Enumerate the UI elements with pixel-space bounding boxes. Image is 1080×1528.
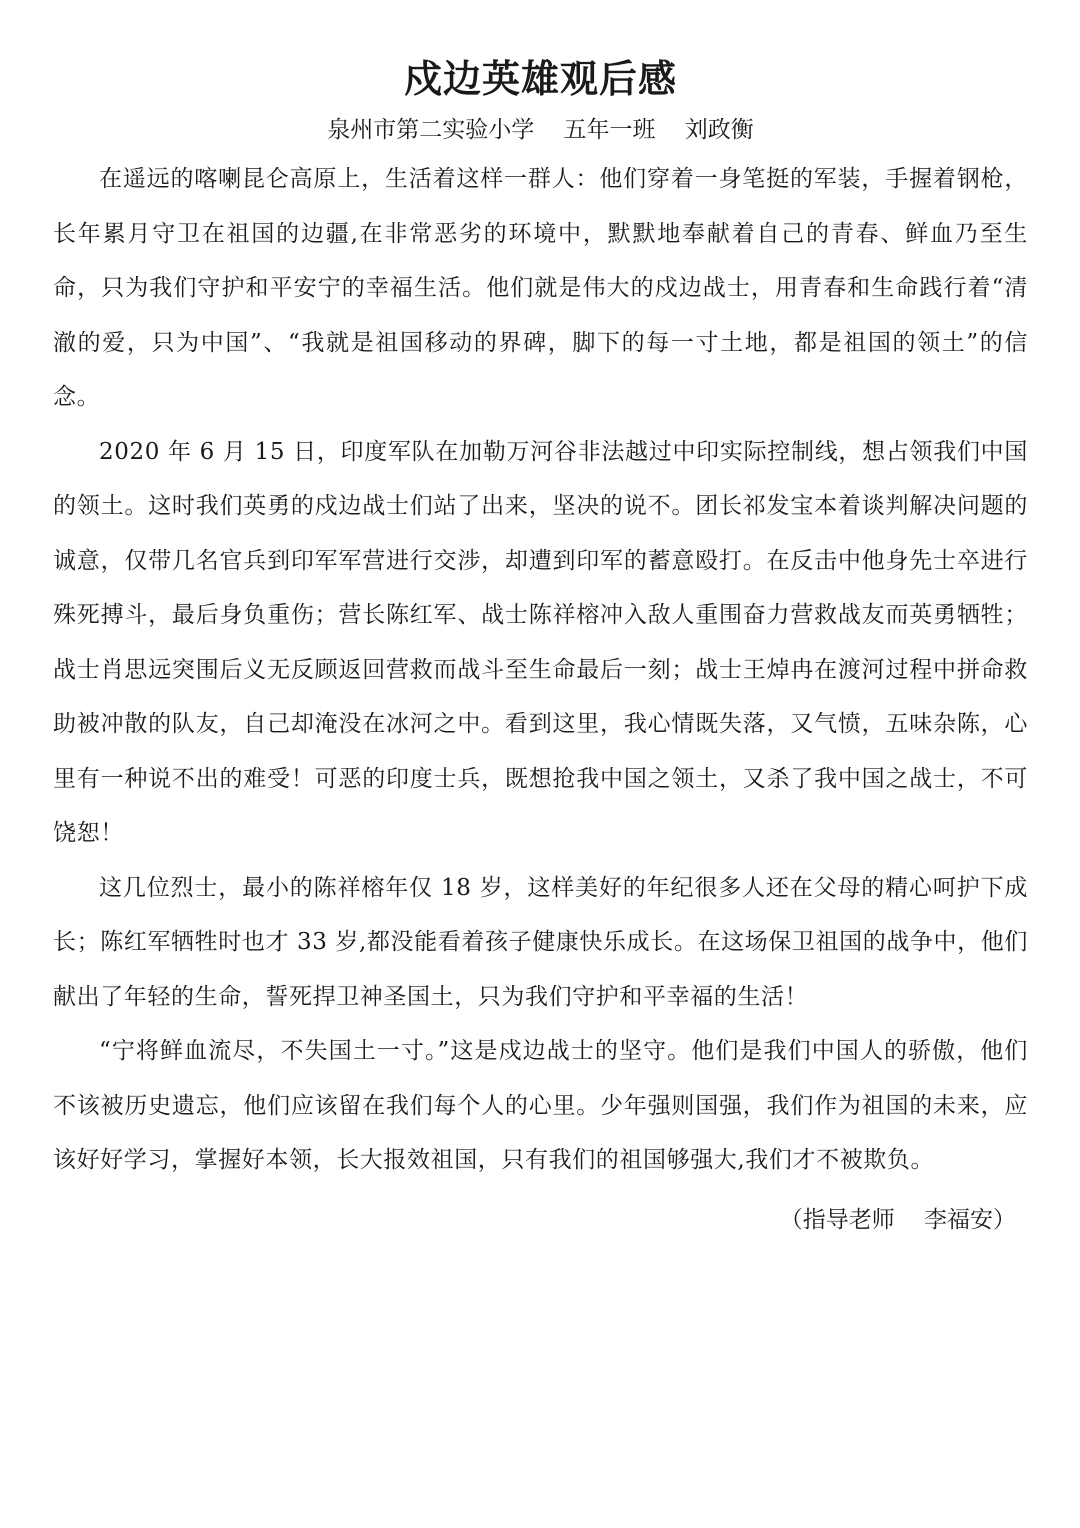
paragraph-1: 在遥远的喀喇昆仑高原上，生活着这样一群人：他们穿着一身笔挺的军装，手握着钢枪，长年累月守卫在祖国的边疆,在非常恶劣的环境中，默默地奉献着自己的青春、鲜血乃至生命，只为我们守护和平安宁的幸福生活。他们就是伟大的戍边战士，用青春和生命践行着“清澈的爱，只为中国”、“我就是祖国移动的界碑，脚下的每一寸土地，都是祖国的领土”的信念。 [53,166,1028,410]
essay-title: 戍边英雄观后感 [403,57,677,101]
paragraph-2: 2020 年 6 月 15 日，印度军队在加勒万河谷非法越过中印实际控制线，想占领我们中国的领土。这时我们英勇的戍边战士们站了出来，坚决的说不。团长祁发宝本着谈判解决问题的诚意，仅带几名官兵到印军军营进行交涉，却遭到印军的蓄意殴打。在反击中他身先士卒进行殊死搏斗，最后身负重伤；营长陈红军、战士陈祥榕冲入敌人重围奋力营救战友而英勇牺牲；战士肖思远突围后义无反顾返回营救而战斗至生命最后一刻；战士王焯冉在渡河过程中拼命救助被冲散的队友，自己却淹没在冰河之中。看到这里，我心情既失落，又气愤，五味杂陈，心里有一种说不出的难受！可恶的印度士兵，既想抢我中国之领土，又杀了我中国之战士，不可饶恕！ [53,438,1028,846]
paragraph-3: 这几位烈士，最小的陈祥榕年仅 18 岁，这样美好的年纪很多人还在父母的精心呵护下成长；陈红军牺牲时也才 33 岁,都没能看着孩子健康快乐成长。在这场保卫祖国的战争中，他们献出了年轻的生命，誓死捍卫神圣国土，只为我们守护和平幸福的生活！ [53,874,1028,1010]
essay-body [53,152,1028,1188]
paragraph-4: “宁将鲜血流尽，不失国土一寸。”这是戍边战士的坚守。他们是我们中国人的骄傲，他们不该被历史遗忘，他们应该留在我们每个人的心里。少年强则国强，我们作为祖国的未来，应该好好学习，掌握好本领，长大报效祖国，只有我们的祖国够强大,我们才不被欺负。 [53,1038,1028,1173]
author-byline: 泉州市第二实验小学 五年一班 刘政衡 [327,117,754,143]
advisor-signature: （指导老师 李福安） [779,1206,1016,1233]
